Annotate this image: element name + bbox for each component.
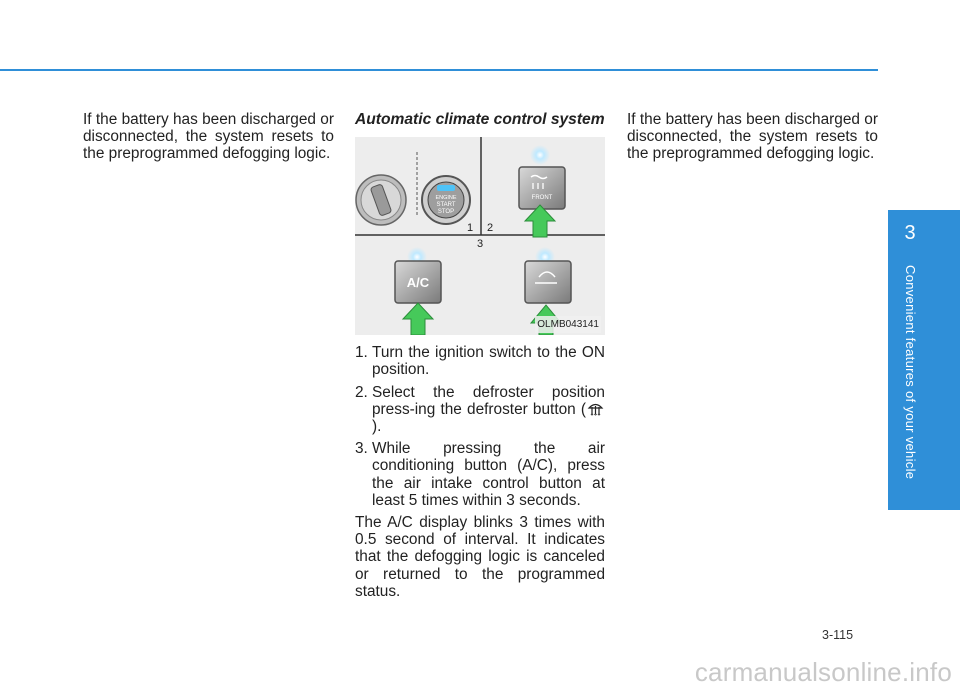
battery-reset-paragraph: If the battery has been discharged or disconnected, the system resets to the preprogrammed defogging logic.	[83, 111, 334, 163]
step-text: Turn the ignition switch to the ON position.	[372, 344, 605, 379]
ignition-key-cylinder	[356, 175, 406, 225]
climate-control-figure	[355, 137, 605, 335]
watermark: carmanualsonline.info	[694, 657, 952, 687]
figure-code: OLMB043141	[535, 316, 601, 333]
chapter-title: Convenient features of your vehicle	[903, 265, 918, 480]
engine-start-stop-button	[422, 176, 470, 224]
instruction-steps	[355, 344, 605, 509]
front-defrost-icon	[587, 401, 604, 417]
callout-3: 3	[477, 238, 484, 251]
step-number: 3.	[355, 440, 368, 458]
engine-label: ENGINE	[435, 195, 457, 202]
page-number: 3-115	[822, 628, 854, 642]
front-label: FRONT	[531, 195, 553, 202]
chapter-title-wrapper	[900, 265, 920, 505]
ac-label: A/C	[406, 275, 430, 291]
left-column	[83, 111, 334, 163]
step-number: 1.	[355, 344, 368, 362]
closing-paragraph: The A/C display blinks 3 times with 0.5 second of interval. It indicates that the defogging logic is canceled or returned to the programmed status.	[355, 514, 605, 600]
step-number: 2.	[355, 383, 368, 401]
chapter-number: 3	[904, 222, 916, 244]
figure-illustration	[355, 137, 605, 335]
step-text: While pressing the air conditioning button (A/C), press the air intake control button at least 5 times within 3 seconds.	[372, 440, 605, 509]
start-label: START	[436, 202, 456, 209]
right-column	[627, 111, 878, 163]
chapter-side-tab	[888, 210, 960, 510]
step-3	[355, 440, 605, 509]
step-text-after: ).	[372, 418, 382, 436]
step-1	[355, 344, 605, 378]
stop-label: STOP	[437, 209, 455, 216]
callout-2: 2	[487, 222, 494, 235]
header-rule	[0, 69, 878, 71]
middle-column	[355, 111, 605, 600]
step-2	[355, 384, 605, 436]
step-text-before: Select the defroster position press-ing the defroster button (	[372, 383, 605, 418]
battery-reset-paragraph-repeat: If the battery has been discharged or disconnected, the system resets to the preprogrammed defogging logic.	[627, 111, 878, 163]
figure-background	[355, 137, 605, 335]
section-heading: Automatic climate control system	[355, 111, 605, 128]
callout-1: 1	[467, 222, 474, 235]
